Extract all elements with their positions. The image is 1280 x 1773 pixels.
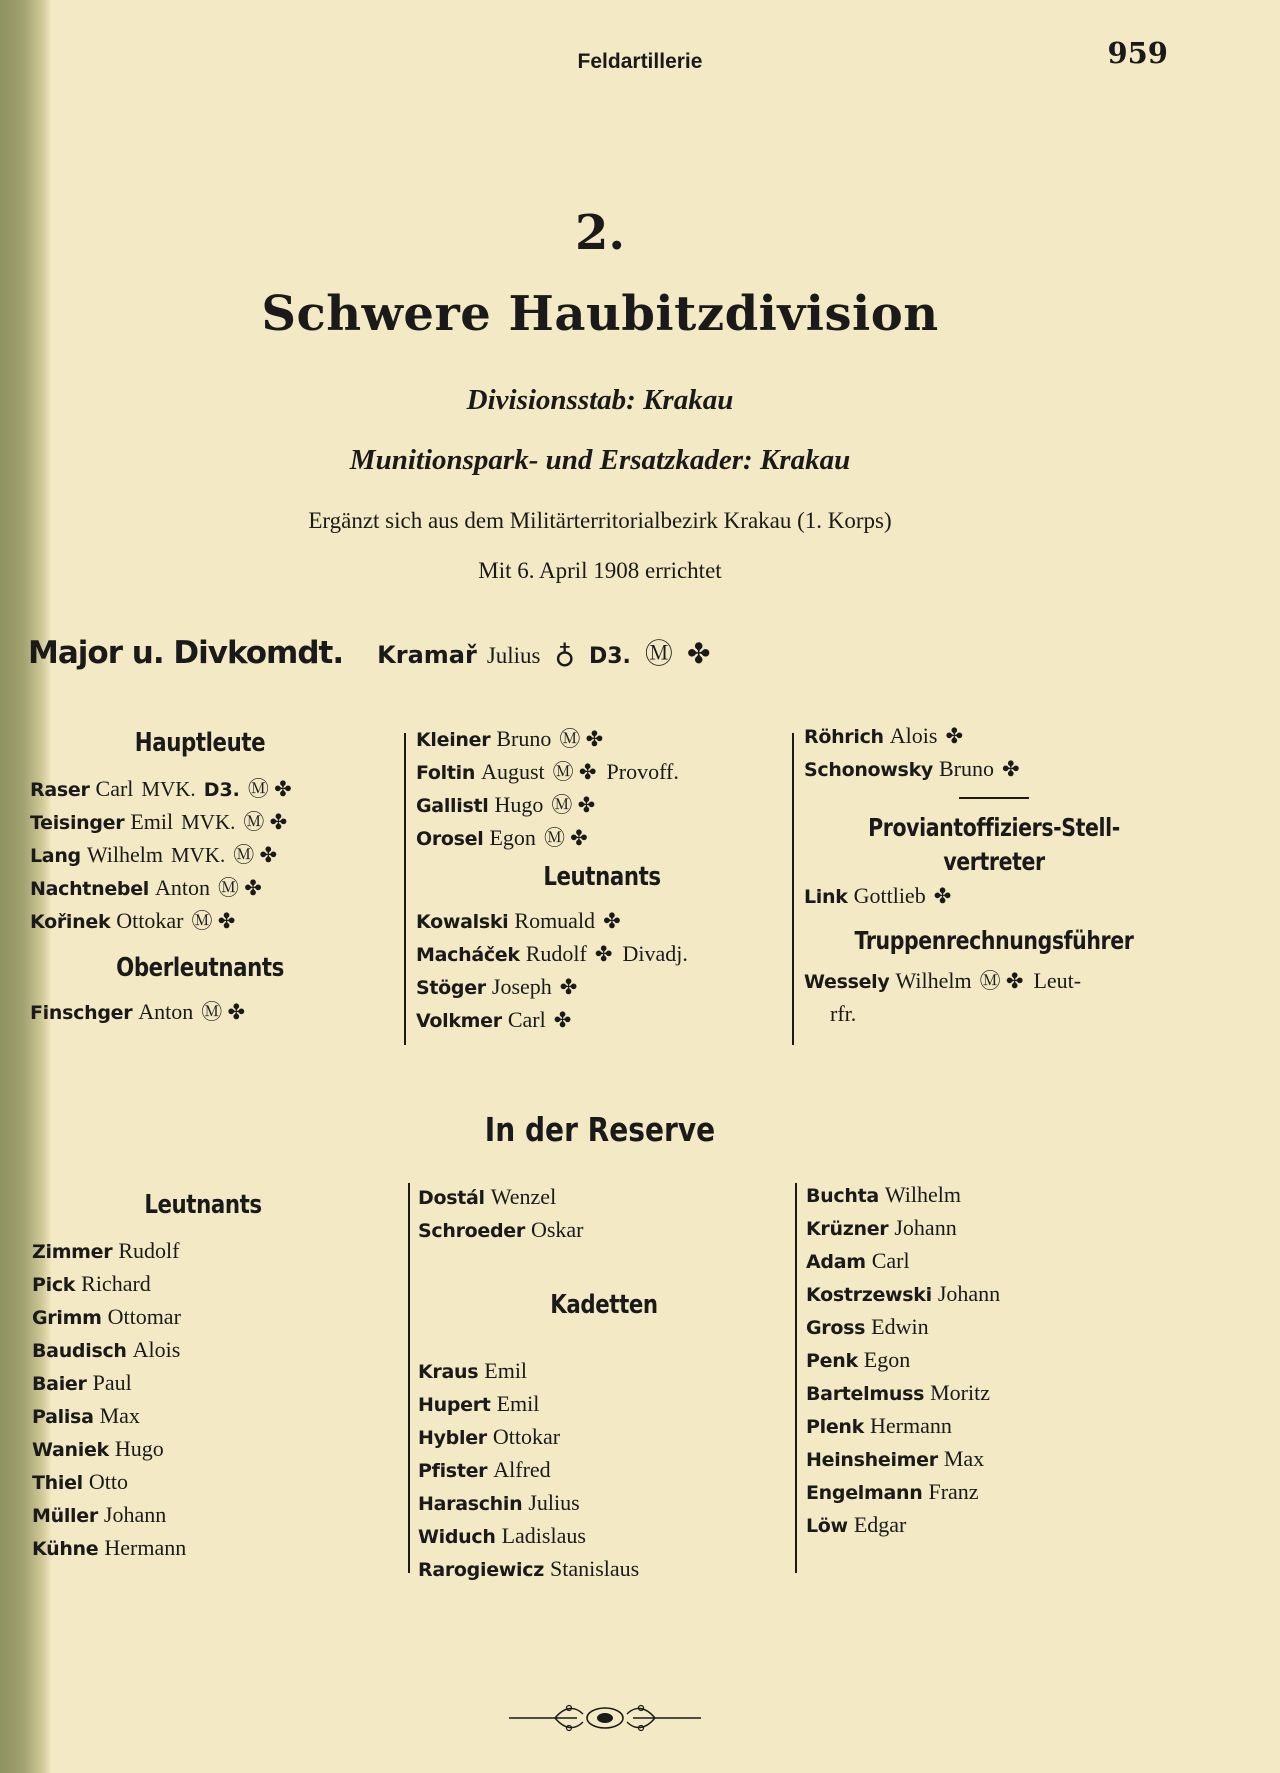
active-column-2: [416, 722, 788, 1036]
list-item: Müller Johann: [32, 1502, 167, 1527]
reserve-column-1: [32, 1190, 404, 1564]
list-item: Schonowsky Bruno ✤: [804, 756, 1020, 781]
reserve-column-2: [418, 1180, 790, 1585]
list-item: Engelmann Franz: [806, 1479, 979, 1504]
leutnants-heading: Leutnants: [543, 862, 661, 892]
decoration-icons: Ⓜ ✤: [243, 810, 288, 834]
list-item: Baudisch Alois: [32, 1337, 181, 1362]
decoration-icons: Ⓜ ✤: [552, 760, 597, 784]
list-item: Lang Wilhelm MVK. Ⓜ ✤: [30, 842, 278, 867]
list-item: Buchta Wilhelm: [806, 1182, 962, 1207]
list-item: Penk Egon: [806, 1347, 911, 1372]
division-title: Schwere Haubitzdivision: [261, 286, 939, 342]
list-item: Orosel Egon Ⓜ ✤: [416, 825, 588, 850]
list-item: Gross Edwin: [806, 1314, 929, 1339]
reserve-leutnants-heading: Leutnants: [144, 1190, 262, 1220]
decoration-icons: ✤: [603, 909, 621, 933]
list-item: Pick Richard: [32, 1271, 151, 1296]
list-item: Haraschin Julius: [418, 1490, 580, 1515]
list-item: Schroeder Oskar: [418, 1217, 584, 1242]
recruitment-line: Ergänzt sich aus dem Militärterritorialbezirk Krakau (1. Korps): [308, 508, 892, 533]
list-item: Hybler Ottokar: [418, 1424, 561, 1449]
list-item: Kořinek Ottokar Ⓜ ✤: [30, 908, 236, 933]
list-item: Bartelmuss Moritz: [806, 1380, 990, 1405]
list-item: Dostál Wenzel: [418, 1184, 557, 1209]
list-item: Volkmer Carl ✤: [416, 1007, 572, 1032]
commander-extra: D3.: [588, 644, 631, 669]
decoration-icons: Ⓜ ✤: [201, 1000, 246, 1024]
medal-m-icon: Ⓜ: [644, 639, 673, 670]
list-item: Raser Carl MVK. D3. Ⓜ ✤: [30, 776, 292, 801]
list-item: Heinsheimer Max: [806, 1446, 985, 1471]
list-item: Widuch Ladislaus: [418, 1523, 586, 1548]
decoration-icons: Ⓜ ✤: [247, 777, 292, 801]
decoration-icons: Ⓜ ✤: [233, 843, 278, 867]
list-item: Löw Edgar: [806, 1512, 907, 1537]
list-item: Stöger Joseph ✤: [416, 974, 578, 999]
commander-row: [28, 632, 710, 672]
list-item: Adam Carl: [806, 1248, 910, 1273]
decoration-icons: Ⓜ ✤: [543, 826, 588, 850]
list-item: Wessely Wilhelm Ⓜ ✤ Leut-: [804, 968, 1082, 993]
reserve-column-divider-1: [408, 1183, 410, 1573]
proviant-heading-line-2: vertreter: [943, 847, 1045, 876]
list-item: Kleiner Bruno Ⓜ ✤: [416, 726, 604, 751]
list-item: Waniek Hugo: [32, 1436, 164, 1461]
column-divider-2: [792, 733, 794, 1045]
list-item: Kowalski Romuald ✤: [416, 908, 621, 933]
list-item: Macháček Rudolf ✤ Divadj.: [416, 941, 688, 966]
staff-line: Divisionsstab: Krakau: [466, 384, 734, 416]
list-item: Link Gottlieb ✤: [804, 883, 952, 908]
list-item: Pfister Alfred: [418, 1457, 551, 1482]
running-head: Feldartillerie: [577, 50, 703, 73]
list-item: Röhrich Alois ✤: [804, 723, 964, 748]
list-item: Kühne Hermann: [32, 1535, 187, 1560]
list-item: Teisinger Emil MVK. Ⓜ ✤: [30, 809, 288, 834]
list-item: Foltin August Ⓜ ✤ Provoff.: [416, 759, 679, 784]
decoration-icons: Ⓜ ✤: [191, 909, 236, 933]
oberleutnants-heading: Oberleutnants: [116, 953, 284, 983]
list-item: Nachtnebel Anton Ⓜ ✤: [30, 875, 262, 900]
decoration-icons: Ⓜ ✤: [551, 793, 596, 817]
list-item: Zimmer Rudolf: [32, 1238, 180, 1263]
reserve-heading: In der Reserve: [484, 1110, 716, 1149]
reserve-column-3: [806, 1178, 1186, 1541]
decoration-icons: ✤: [559, 975, 578, 999]
commander-rank: Major u. Divkomdt.: [28, 635, 344, 671]
list-item: Krüzner Johann: [806, 1215, 957, 1240]
division-number: 2.: [574, 205, 626, 261]
decoration-icons: Ⓜ ✤: [559, 727, 604, 751]
list-item: Rarogiewicz Stanislaus: [418, 1556, 640, 1581]
hauptleute-heading: Hauptleute: [134, 728, 266, 758]
decoration-icons: ✤: [553, 1008, 572, 1032]
cross-icon: ✤: [686, 639, 711, 670]
list-item: Palisa Max: [32, 1403, 140, 1428]
active-column-1: [30, 728, 400, 1028]
list-item: Grimm Ottomar: [32, 1304, 181, 1329]
decoration-icons: ✤: [594, 942, 613, 966]
page-number: 959: [1107, 36, 1168, 70]
proviant-heading-line-1: Proviantoffiziers-Stell-: [868, 813, 1120, 842]
truppenrechnungsfuehrer-heading: Truppenrechnungsführer: [854, 926, 1134, 955]
list-item: Plenk Hermann: [806, 1413, 952, 1438]
list-item: Kraus Emil: [418, 1358, 528, 1383]
ornament-icon: [505, 1700, 705, 1736]
established-line: Mit 6. April 1908 errichtet: [478, 558, 722, 583]
decoration-icons: ✤: [1002, 757, 1020, 781]
list-item: Finschger Anton Ⓜ ✤: [30, 999, 246, 1024]
decoration-icons: ✤: [933, 884, 952, 908]
list-item: Thiel Otto: [32, 1469, 129, 1494]
hauptleute-list: [30, 772, 400, 937]
commander-given-name: Julius: [486, 643, 541, 668]
decoration-icons: ✤: [945, 724, 964, 748]
list-item: Kostrzewski Johann: [806, 1281, 1001, 1306]
active-column-3: [804, 719, 1184, 1030]
order-icon: ♁: [554, 639, 575, 670]
commander-surname: Kramař: [377, 641, 477, 669]
decoration-icons: Ⓜ ✤: [979, 969, 1024, 993]
reserve-column-divider-2: [795, 1183, 797, 1573]
list-item: Baier Paul: [32, 1370, 132, 1395]
list-item: Gallistl Hugo Ⓜ ✤: [416, 792, 596, 817]
kadetten-heading: Kadetten: [550, 1290, 658, 1320]
depot-line: Munitionspark- und Ersatzkader: Krakau: [349, 444, 851, 476]
decoration-icons: Ⓜ ✤: [218, 876, 262, 900]
list-item: Hupert Emil: [418, 1391, 540, 1416]
list-item-continuation: rfr.: [830, 1001, 857, 1026]
section-rule: [959, 797, 1029, 799]
column-divider-1: [404, 733, 406, 1045]
